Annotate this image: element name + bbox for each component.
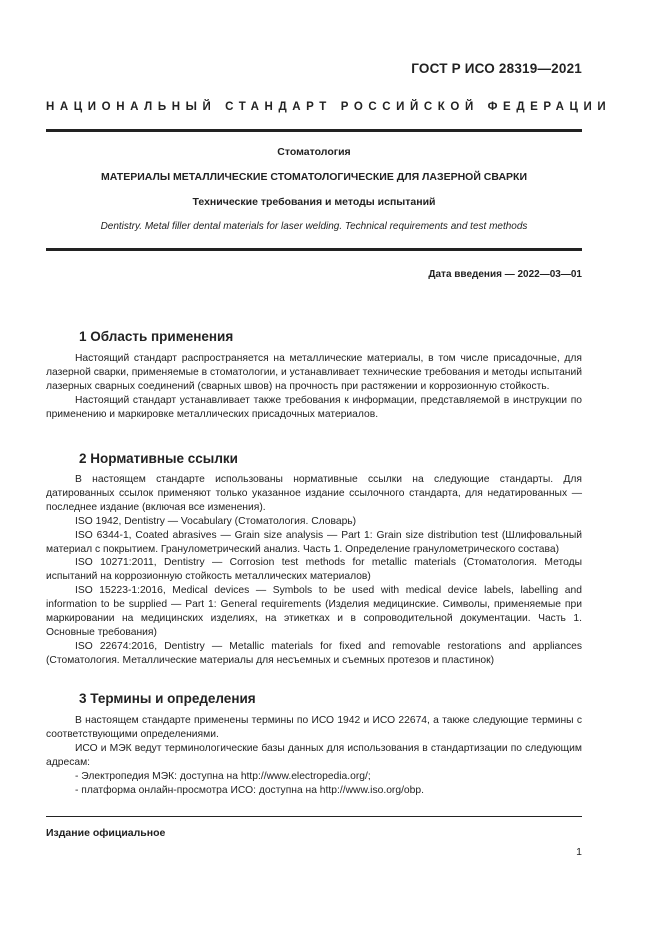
title-rule — [46, 248, 582, 251]
paragraph: В настоящем стандарте применены термины по ИСО 1942 и ИСО 22674, а также следующие термины с соответствующими определениями. — [46, 715, 582, 740]
section-3-heading: 3 Термины и определения — [79, 691, 256, 706]
section-2-heading: 2 Нормативные ссылки — [79, 451, 238, 466]
field-name: Стоматология — [277, 146, 351, 158]
reference-item: ISO 15223-1:2016, Medical devices — Symbols to be used with medical device labels, labelling and information to be supplied — Part 1: General requirements (Изделия медицинские. Символы, применяемые при маркировании на медицинских изделиях, на этикетках и в сопроводительной документации. Часть 1. Основные требования) — [46, 585, 582, 638]
section-2-body — [46, 473, 582, 668]
footer-rule — [46, 816, 582, 817]
top-rule — [46, 129, 582, 132]
paragraph: Настоящий стандарт устанавливает также требования к информации, представляемой в инструкции по применению и маркировке металлических присадочных материалов. — [46, 394, 582, 420]
section-1-body — [46, 352, 582, 422]
national-standard-heading: НАЦИОНАЛЬНЫЙ СТАНДАРТ РОССИЙСКОЙ ФЕДЕРАЦИИ — [46, 101, 612, 113]
document-subtitle: Технические требования и методы испытаний — [192, 196, 436, 208]
document-designation: ГОСТ Р ИСО 28319—2021 — [411, 61, 582, 76]
english-title: Dentistry. Metal filler dental materials for laser welding. Technical requirements and test methods — [100, 221, 528, 232]
list-item: - платформа онлайн-просмотра ИСО: доступна на http://www.iso.org/obp. — [75, 784, 424, 796]
section-1-heading: 1 Область применения — [79, 329, 234, 344]
paragraph: ИСО и МЭК ведут терминологические базы данных для использования в стандартизации по следующим адресам: — [46, 742, 582, 768]
document-title: МАТЕРИАЛЫ МЕТАЛЛИЧЕСКИЕ СТОМАТОЛОГИЧЕСКИЕ ДЛЯ ЛАЗЕРНОЙ СВАРКИ — [100, 171, 527, 183]
list-item: - Электропедия МЭК: доступна на http://www.electropedia.org/; — [75, 770, 371, 782]
reference-item: ISO 10271:2011, Dentistry — Corrosion test methods for metallic materials (Стоматология. Методы испытаний на коррозионную стойкость металлических материалов) — [46, 557, 582, 583]
introduction-date: Дата введения — 2022—03—01 — [428, 269, 582, 280]
reference-item: ISO 22674:2016, Dentistry — Metallic materials for fixed and removable restorations and appliances (Стоматология. Металлические материалы для несъемных и съемных протезов и пластинок) — [46, 640, 582, 666]
official-edition-label: Издание официальное — [46, 827, 166, 839]
paragraph: Настоящий стандарт распространяется на металлические материалы, в том числе присадочные, для лазерной сварки, применяемые в стоматологии, и устанавливает технические требования и методы испытаний лазерных сварных соединений (сварных швов) на прочность при растяжении и коррозионную стойкость. — [46, 353, 582, 392]
page-number: 1 — [576, 846, 582, 858]
reference-item: ISO 1942, Dentistry — Vocabulary (Стоматология. Словарь) — [75, 515, 357, 527]
section-3-body — [46, 714, 582, 797]
reference-item: ISO 6344-1, Coated abrasives — Grain size analysis — Part 1: Grain size distribution test (Шлифовальный материал с покрытием. Гранулометрический анализ. Часть 1. Определение гранулометрического состава) — [46, 529, 582, 555]
paragraph: В настоящем стандарте использованы нормативные ссылки на следующие стандарты. Для датированных ссылок применяют только указанное издание ссылочного стандарта, для недатированных — последнее издание (включая все изменения). — [46, 474, 582, 513]
